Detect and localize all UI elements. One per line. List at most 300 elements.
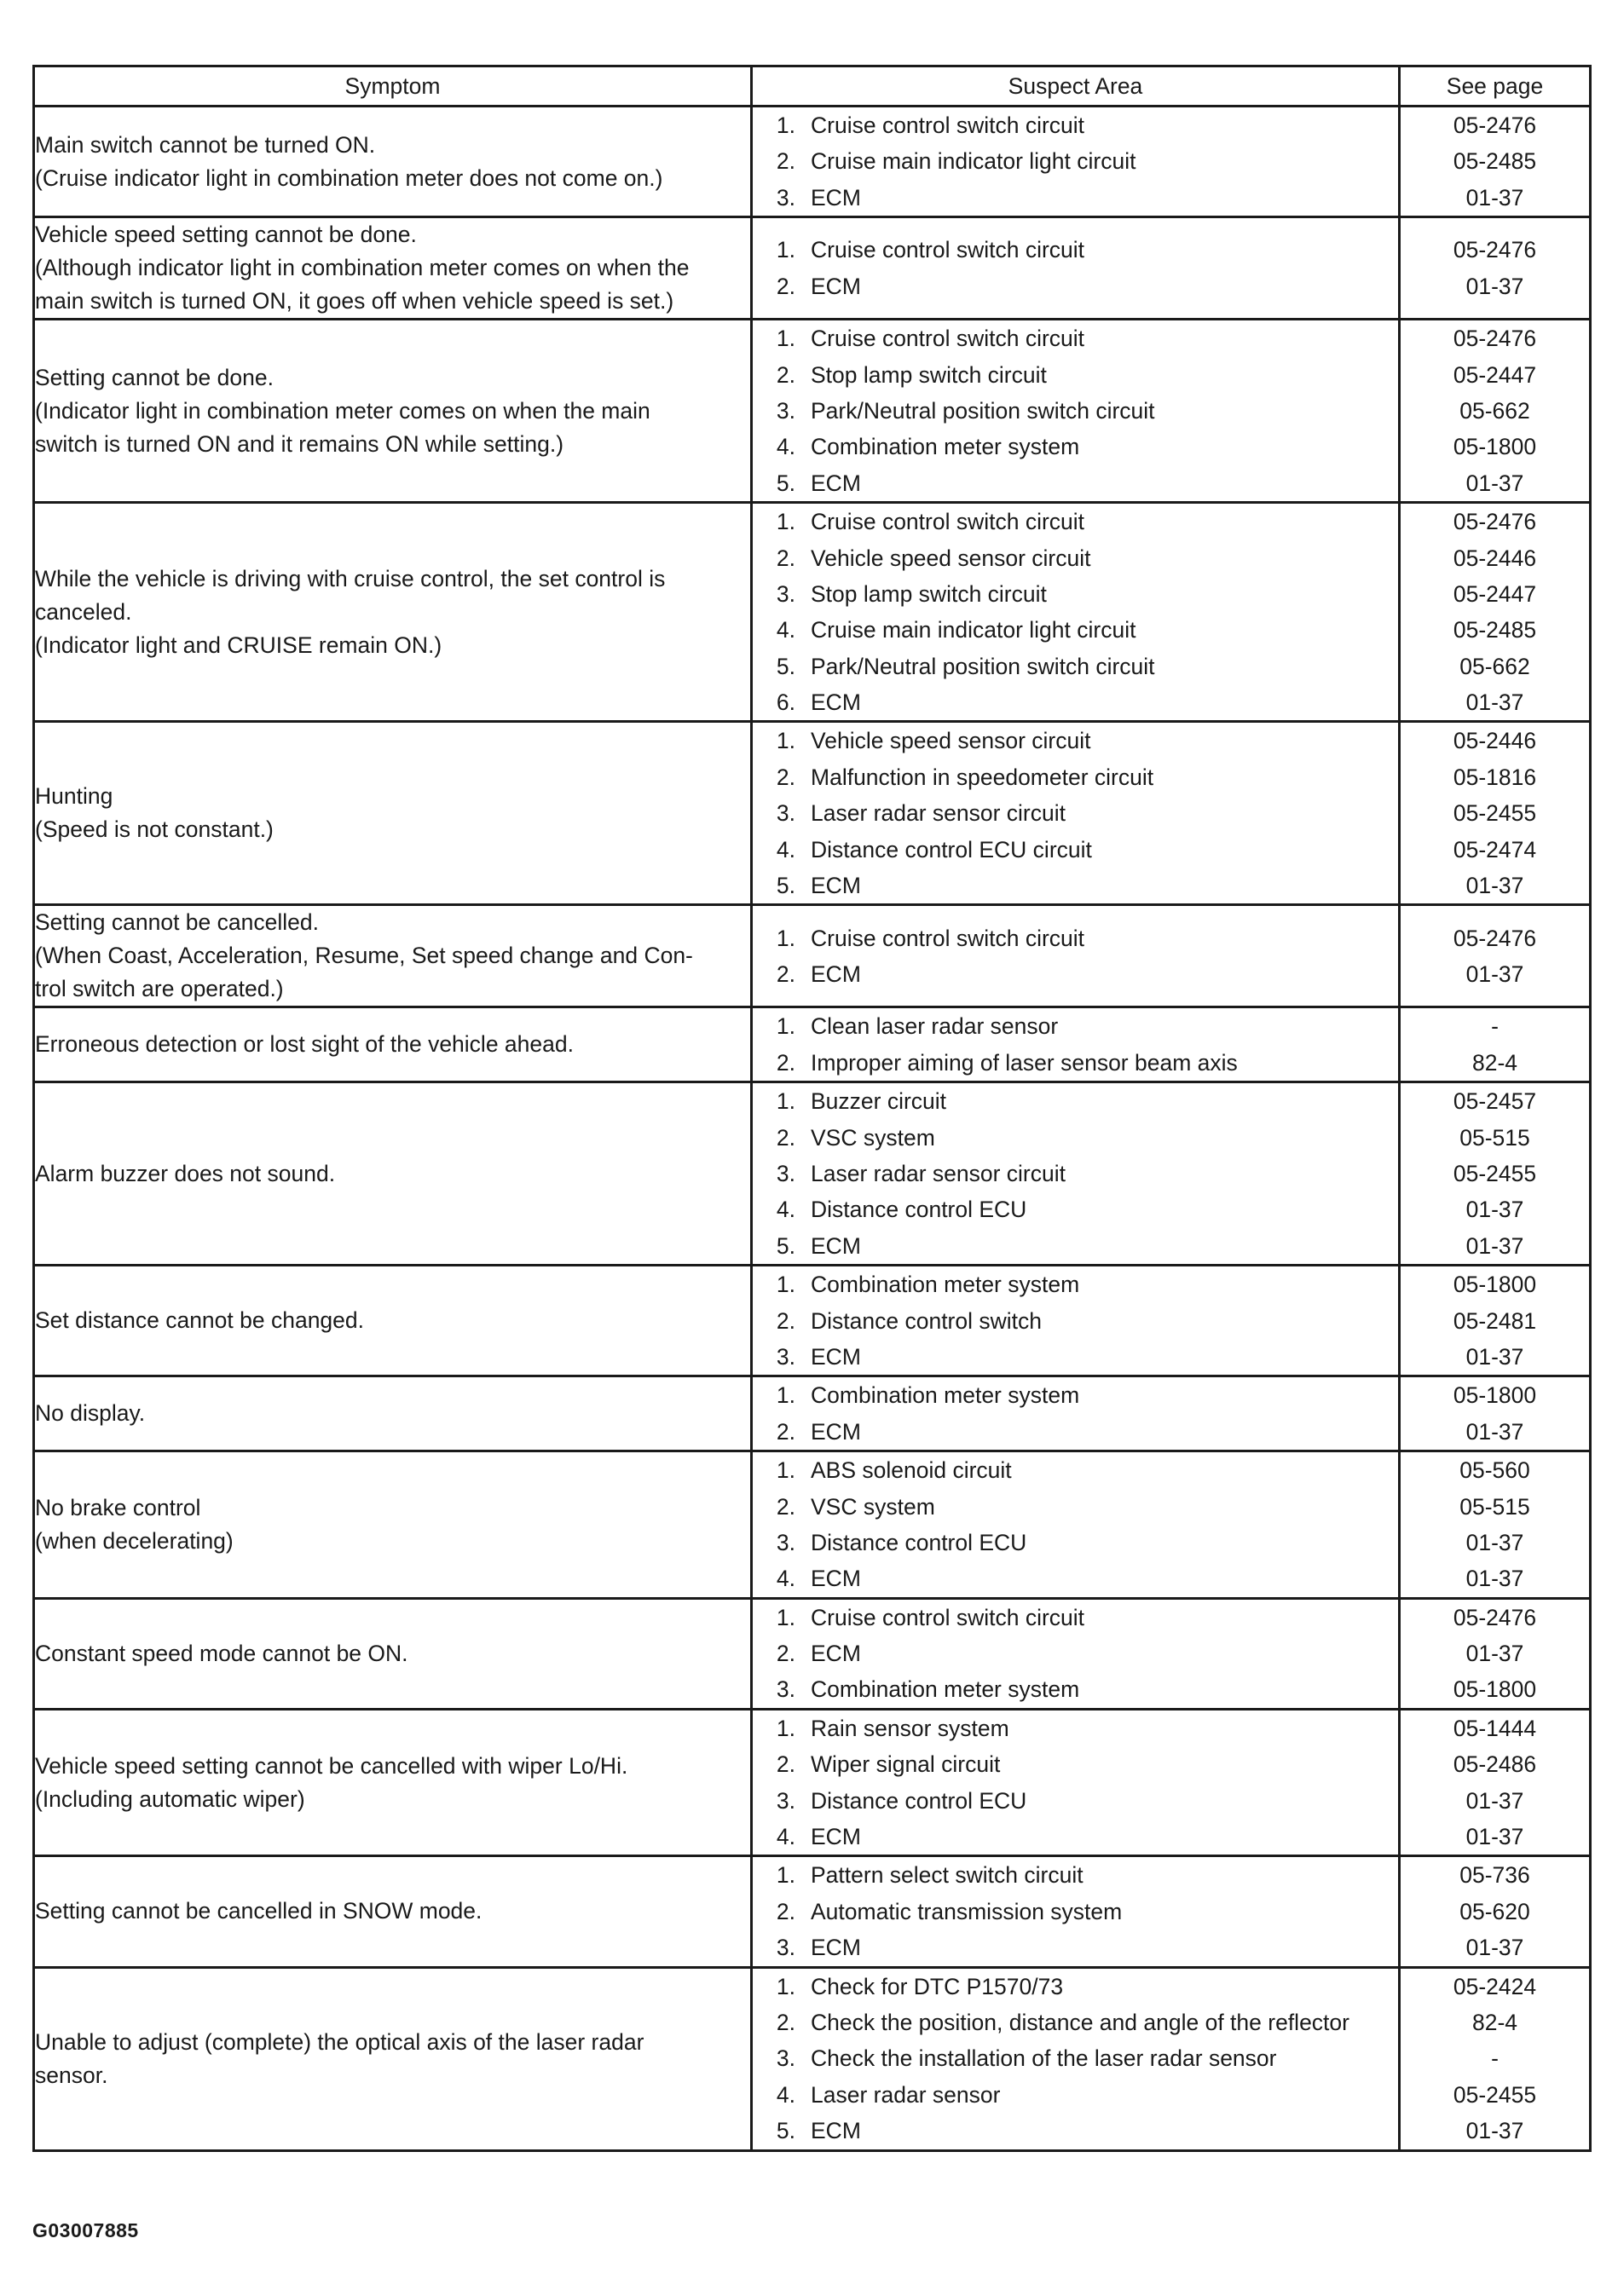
symptom-text-line: (Speed is not constant.) [35, 816, 274, 843]
page-reference: 05-620 [1459, 1898, 1530, 1924]
suspect-area-item [753, 1671, 1398, 1707]
page-reference: 05-2446 [1453, 545, 1537, 571]
item-number: 5. [776, 873, 795, 899]
item-number: 3. [776, 184, 795, 211]
item-area: Buzzer circuit [811, 1088, 947, 1115]
item-number: 1. [776, 1013, 795, 1040]
page-reference: 05-2424 [1453, 1973, 1537, 1999]
page-reference: 05-560 [1459, 1457, 1530, 1484]
see-page-cell [1400, 1007, 1591, 1082]
symptom-text-line: Unable to adjust (complete) the optical axis of the laser radar [35, 2028, 644, 2055]
item-area: Improper aiming of laser sensor beam axis [811, 1049, 1238, 1076]
item-number: 1. [776, 1457, 795, 1484]
item-number: 3. [776, 1160, 795, 1186]
item-area: ECM [811, 1641, 861, 1667]
suspect-area-item [753, 1377, 1398, 1413]
suspect-area-item [753, 1339, 1398, 1375]
symptom-text-line: sensor. [35, 2062, 108, 2088]
suspect-area-cell [752, 1856, 1400, 1967]
suspect-area-item [753, 143, 1398, 179]
table-row [34, 1967, 1591, 2150]
see-page-cell [1400, 1598, 1591, 1709]
symptom-text-line: Vehicle speed setting cannot be cancelled with wiper Lo/Hi. [35, 1752, 628, 1779]
page-reference: 01-37 [1465, 1529, 1524, 1555]
suspect-area-cell [752, 1007, 1400, 1082]
page-reference: 05-1800 [1453, 1272, 1537, 1298]
page-reference: 01-37 [1465, 1566, 1524, 1592]
item-number: 4. [776, 617, 795, 643]
suspect-area-item [753, 2040, 1398, 2076]
symptom-cell [34, 1376, 752, 1451]
item-number: 4. [776, 434, 795, 460]
symptom-cell [34, 1598, 752, 1709]
item-number: 1. [776, 112, 795, 138]
symptom-cell [34, 1451, 752, 1599]
item-number: 2. [776, 1898, 795, 1924]
symptom-text-line: Main switch cannot be turned ON. [35, 131, 376, 158]
item-number: 2. [776, 2009, 795, 2035]
symptom-cell [34, 1709, 752, 1856]
item-area: ECM [811, 1935, 861, 1961]
page-reference: 05-2481 [1453, 1307, 1537, 1334]
suspect-area-item [753, 1452, 1398, 1488]
page-reference: 05-662 [1459, 397, 1530, 424]
suspect-area-item [753, 1266, 1398, 1302]
page-reference: 05-2457 [1453, 1088, 1537, 1115]
item-number: 5. [776, 2118, 795, 2144]
suspect-area-item [753, 2113, 1398, 2149]
item-number: 5. [776, 1232, 795, 1259]
see-page-cell [1400, 107, 1591, 217]
symptom-text-line: Setting cannot be cancelled. [35, 909, 319, 936]
item-area: Cruise control switch circuit [811, 237, 1085, 263]
suspect-area-item [753, 1228, 1398, 1264]
header-see-page: See page [1400, 66, 1591, 107]
symptom-text-line: (when decelerating) [35, 1527, 234, 1554]
item-number: 1. [776, 1088, 795, 1115]
item-number: 2. [776, 1751, 795, 1778]
table-row [34, 1266, 1591, 1376]
page-reference: 05-1800 [1453, 1382, 1537, 1409]
page-reference: 01-37 [1465, 1824, 1524, 1850]
page-reference: 05-2486 [1453, 1751, 1537, 1778]
suspect-area-item [753, 1083, 1398, 1119]
item-number: 3. [776, 800, 795, 827]
see-page-cell [1400, 1709, 1591, 1856]
figure-id: G03007885 [32, 2219, 139, 2241]
see-page-cell [1400, 320, 1591, 503]
item-area: Cruise control switch circuit [811, 112, 1085, 138]
suspect-area-item [753, 1969, 1398, 2005]
item-area: ECM [811, 470, 861, 496]
table-row [34, 1451, 1591, 1599]
item-number: 3. [776, 2045, 795, 2072]
symptom-text-line: (Although indicator light in combination meter comes on when the [35, 255, 690, 281]
item-area: Check the position, distance and angle of the reflector [811, 2009, 1349, 2035]
item-area: ECM [811, 184, 861, 211]
suspect-area-item [753, 2005, 1398, 2040]
page-reference: 05-2485 [1453, 148, 1537, 175]
table-row [34, 722, 1591, 905]
page-reference: 01-37 [1465, 1197, 1524, 1223]
suspect-area-item [753, 1783, 1398, 1819]
suspect-area-cell [752, 107, 1400, 217]
item-area: ECM [811, 273, 861, 299]
item-area: Laser radar sensor [811, 2081, 1001, 2108]
page-reference: 01-37 [1465, 273, 1524, 299]
table-body [34, 107, 1591, 2151]
suspect-area-item [753, 1191, 1398, 1227]
symptom-text-line: (Indicator light in combination meter comes on when the main [35, 397, 650, 424]
suspect-area-cell [752, 1598, 1400, 1709]
suspect-area-item [753, 1894, 1398, 1930]
item-number: 2. [776, 764, 795, 790]
suspect-area-item [753, 920, 1398, 956]
suspect-area-item [753, 357, 1398, 393]
see-page-cell [1400, 1376, 1591, 1451]
page-reference: 05-662 [1459, 653, 1530, 679]
suspect-area-item [753, 723, 1398, 759]
page-reference: 01-37 [1465, 1787, 1524, 1814]
suspect-area-cell [752, 1376, 1400, 1451]
item-number: 3. [776, 1529, 795, 1555]
item-number: 1. [776, 1604, 795, 1630]
symptom-cell [34, 320, 752, 503]
item-number: 6. [776, 689, 795, 716]
suspect-area-item [753, 1560, 1398, 1596]
header-suspect-area: Suspect Area [752, 66, 1400, 107]
see-page-cell [1400, 217, 1591, 320]
suspect-area-item [753, 1746, 1398, 1782]
see-page-cell [1400, 1451, 1591, 1599]
suspect-area-item [753, 1045, 1398, 1081]
page-reference: 05-1800 [1453, 434, 1537, 460]
suspect-area-item [753, 1857, 1398, 1893]
page-reference: 05-2476 [1453, 112, 1537, 138]
suspect-area-cell [752, 503, 1400, 722]
page-reference: - [1491, 2045, 1499, 2072]
page-reference: 05-2476 [1453, 925, 1537, 951]
item-area: Clean laser radar sensor [811, 1013, 1059, 1040]
page-reference: 05-2476 [1453, 1604, 1537, 1630]
problem-symptoms-table [32, 65, 1592, 2152]
suspect-area-item [753, 612, 1398, 648]
problem-symptoms-sheet [32, 65, 1589, 2152]
page-reference: 05-2455 [1453, 1160, 1537, 1186]
symptom-text-line: canceled. [35, 598, 132, 625]
suspect-area-item [753, 868, 1398, 903]
item-area: ECM [811, 1343, 861, 1370]
item-area: ABS solenoid circuit [811, 1457, 1012, 1484]
suspect-area-item [753, 1819, 1398, 1855]
suspect-area-item [753, 393, 1398, 429]
symptom-text-line: Setting cannot be done. [35, 364, 274, 390]
item-area: Combination meter system [811, 1272, 1080, 1298]
page-reference: 01-37 [1465, 689, 1524, 716]
item-area: Cruise control switch circuit [811, 326, 1085, 352]
item-number: 1. [776, 237, 795, 263]
page-reference: 05-515 [1459, 1124, 1530, 1151]
suspect-area-item [753, 1303, 1398, 1339]
page-reference: 01-37 [1465, 1232, 1524, 1259]
page-reference: 01-37 [1465, 1343, 1524, 1370]
item-number: 1. [776, 1715, 795, 1741]
symptom-text-line: While the vehicle is driving with cruise control, the set control is [35, 565, 666, 591]
item-number: 1. [776, 728, 795, 754]
item-number: 3. [776, 1787, 795, 1814]
item-area: ECM [811, 961, 861, 987]
symptom-text-line: (When Coast, Acceleration, Resume, Set speed change and Con- [35, 943, 693, 969]
item-number: 2. [776, 1641, 795, 1667]
page-reference: 05-2485 [1453, 617, 1537, 643]
suspect-area-item [753, 107, 1398, 143]
item-number: 1. [776, 925, 795, 951]
suspect-area-item [753, 540, 1398, 576]
item-area: Distance control ECU [811, 1787, 1027, 1814]
table-row [34, 1709, 1591, 1856]
page-reference: 01-37 [1465, 1418, 1524, 1445]
page-reference: 01-37 [1465, 2118, 1524, 2144]
page-reference: 01-37 [1465, 470, 1524, 496]
item-area: Cruise main indicator light circuit [811, 617, 1136, 643]
suspect-area-cell [752, 1967, 1400, 2150]
item-area: Distance control switch [811, 1307, 1042, 1334]
page-reference: 01-37 [1465, 1935, 1524, 1961]
item-area: Distance control ECU [811, 1197, 1027, 1223]
page-reference: 05-2474 [1453, 836, 1537, 862]
item-number: 5. [776, 653, 795, 679]
symptom-text-line: Vehicle speed setting cannot be done. [35, 222, 417, 248]
symptom-text-line: main switch is turned ON, it goes off when vehicle speed is set.) [35, 288, 674, 314]
page-reference: 05-1800 [1453, 1676, 1537, 1703]
item-area: Cruise control switch circuit [811, 1604, 1085, 1630]
item-area: ECM [811, 1232, 861, 1259]
symptom-cell [34, 107, 752, 217]
item-number: 3. [776, 1676, 795, 1703]
symptom-cell [34, 1967, 752, 2150]
item-number: 2. [776, 961, 795, 987]
symptom-text-line: Constant speed mode cannot be ON. [35, 1640, 408, 1666]
table-row [34, 1082, 1591, 1266]
item-number: 5. [776, 470, 795, 496]
suspect-area-item [753, 1635, 1398, 1671]
symptom-cell [34, 503, 752, 722]
suspect-area-item [753, 1008, 1398, 1044]
suspect-area-item [753, 956, 1398, 992]
suspect-area-item [753, 1120, 1398, 1156]
suspect-area-item [753, 180, 1398, 216]
item-area: ECM [811, 689, 861, 716]
see-page-cell [1400, 722, 1591, 905]
symptom-text-line: No display. [35, 1400, 146, 1427]
item-number: 1. [776, 1272, 795, 1298]
item-area: Wiper signal circuit [811, 1751, 1001, 1778]
symptom-text-line: Set distance cannot be changed. [35, 1307, 365, 1334]
item-area: Cruise control switch circuit [811, 509, 1085, 535]
item-area: Check the installation of the laser radar sensor [811, 2045, 1277, 2072]
symptom-text-line: No brake control [35, 1494, 201, 1520]
item-number: 3. [776, 397, 795, 424]
item-area: Stop lamp switch circuit [811, 361, 1047, 388]
item-number: 2. [776, 361, 795, 388]
table-header-row [34, 66, 1591, 107]
see-page-cell [1400, 905, 1591, 1007]
symptom-text-line: (Indicator light and CRUISE remain ON.) [35, 632, 442, 658]
item-area: Laser radar sensor circuit [811, 1160, 1066, 1186]
see-page-cell [1400, 1967, 1591, 2150]
suspect-area-item [753, 232, 1398, 268]
item-area: Combination meter system [811, 1676, 1080, 1703]
page-reference: - [1491, 1013, 1499, 1040]
item-area: Park/Neutral position switch circuit [811, 653, 1155, 679]
suspect-area-item [753, 759, 1398, 795]
item-number: 2. [776, 148, 795, 175]
page-reference: 05-2447 [1453, 361, 1537, 388]
suspect-area-cell [752, 217, 1400, 320]
item-area: ECM [811, 1566, 861, 1592]
item-number: 1. [776, 326, 795, 352]
suspect-area-item [753, 1930, 1398, 1965]
symptom-cell [34, 1856, 752, 1967]
item-area: Malfunction in speedometer circuit [811, 764, 1154, 790]
suspect-area-item [753, 576, 1398, 612]
suspect-area-cell [752, 722, 1400, 905]
page-reference: 05-2476 [1453, 509, 1537, 535]
item-area: Rain sensor system [811, 1715, 1009, 1741]
see-page-cell [1400, 1082, 1591, 1266]
symptom-text-line: trol switch are operated.) [35, 976, 284, 1002]
item-area: Distance control ECU [811, 1529, 1027, 1555]
item-area: Automatic transmission system [811, 1898, 1123, 1924]
suspect-area-item [753, 268, 1398, 304]
item-area: Laser radar sensor circuit [811, 800, 1066, 827]
suspect-area-cell [752, 1709, 1400, 1856]
suspect-area-item [753, 1600, 1398, 1635]
suspect-area-item [753, 2077, 1398, 2113]
page-reference: 05-1816 [1453, 764, 1537, 790]
item-number: 1. [776, 1862, 795, 1889]
item-area: Cruise control switch circuit [811, 925, 1085, 951]
suspect-area-item [753, 429, 1398, 464]
item-number: 3. [776, 1935, 795, 1961]
header-symptom: Symptom [34, 66, 752, 107]
item-number: 4. [776, 1566, 795, 1592]
symptom-cell [34, 1007, 752, 1082]
page-reference: 05-2476 [1453, 237, 1537, 263]
suspect-area-item [753, 465, 1398, 501]
page-reference: 05-736 [1459, 1862, 1530, 1889]
page-reference: 05-1444 [1453, 1715, 1537, 1741]
page-reference: 82-4 [1471, 1049, 1518, 1076]
suspect-area-cell [752, 1266, 1400, 1376]
item-area: ECM [811, 1824, 861, 1850]
table-row [34, 503, 1591, 722]
symptom-cell [34, 1266, 752, 1376]
suspect-area-cell [752, 1082, 1400, 1266]
symptom-text-line: Setting cannot be cancelled in SNOW mode. [35, 1898, 483, 1924]
suspect-area-item [753, 1710, 1398, 1746]
suspect-area-item [753, 1414, 1398, 1450]
item-area: VSC system [811, 1124, 935, 1151]
table-row [34, 1007, 1591, 1082]
symptom-cell [34, 722, 752, 905]
see-page-cell [1400, 1266, 1591, 1376]
item-number: 2. [776, 545, 795, 571]
see-page-cell [1400, 1856, 1591, 1967]
suspect-area-item [753, 649, 1398, 684]
page-reference: 05-515 [1459, 1493, 1530, 1520]
item-number: 1. [776, 509, 795, 535]
item-area: ECM [811, 2118, 861, 2144]
symptom-text-line: Erroneous detection or lost sight of the vehicle ahead. [35, 1031, 574, 1058]
suspect-area-item [753, 504, 1398, 539]
item-number: 1. [776, 1382, 795, 1409]
table-row [34, 107, 1591, 217]
suspect-area-item [753, 1156, 1398, 1191]
page-reference: 05-2455 [1453, 2081, 1537, 2108]
item-area: ECM [811, 1418, 861, 1445]
table-row [34, 1598, 1591, 1709]
item-number: 4. [776, 2081, 795, 2108]
table-row [34, 905, 1591, 1007]
item-area: Stop lamp switch circuit [811, 580, 1047, 607]
item-area: Cruise main indicator light circuit [811, 148, 1136, 175]
symptom-cell [34, 1082, 752, 1266]
page-reference: 01-37 [1465, 184, 1524, 211]
suspect-area-cell [752, 320, 1400, 503]
item-number: 3. [776, 580, 795, 607]
item-area: Distance control ECU circuit [811, 836, 1092, 862]
item-area: Vehicle speed sensor circuit [811, 728, 1091, 754]
symptom-text-line: Hunting [35, 783, 113, 810]
page-reference: 05-2446 [1453, 728, 1537, 754]
symptom-text-line: switch is turned ON and it remains ON while setting.) [35, 430, 564, 457]
suspect-area-cell [752, 905, 1400, 1007]
item-area: Combination meter system [811, 434, 1080, 460]
item-area: Check for DTC P1570/73 [811, 1973, 1064, 1999]
item-number: 3. [776, 1343, 795, 1370]
item-number: 4. [776, 1197, 795, 1223]
symptom-cell [34, 905, 752, 1007]
table-row [34, 1376, 1591, 1451]
item-number: 2. [776, 1418, 795, 1445]
item-number: 4. [776, 1824, 795, 1850]
page-reference: 05-2455 [1453, 800, 1537, 827]
item-number: 4. [776, 836, 795, 862]
suspect-area-item [753, 1525, 1398, 1560]
item-area: VSC system [811, 1493, 935, 1520]
page-reference: 05-2447 [1453, 580, 1537, 607]
suspect-area-item [753, 1489, 1398, 1525]
item-area: Pattern select switch circuit [811, 1862, 1083, 1889]
item-number: 2. [776, 1049, 795, 1076]
item-number: 2. [776, 273, 795, 299]
symptom-text-line: Alarm buzzer does not sound. [35, 1160, 336, 1186]
item-number: 2. [776, 1493, 795, 1520]
table-row [34, 217, 1591, 320]
item-area: Combination meter system [811, 1382, 1080, 1409]
table-row [34, 320, 1591, 503]
item-number: 2. [776, 1124, 795, 1151]
item-number: 1. [776, 1973, 795, 1999]
item-number: 2. [776, 1307, 795, 1334]
page-reference: 82-4 [1471, 2009, 1518, 2035]
page-reference: 01-37 [1465, 961, 1524, 987]
item-area: Park/Neutral position switch circuit [811, 397, 1155, 424]
page-reference: 01-37 [1465, 1641, 1524, 1667]
symptom-text-line: (Including automatic wiper) [35, 1785, 305, 1812]
see-page-cell [1400, 503, 1591, 722]
